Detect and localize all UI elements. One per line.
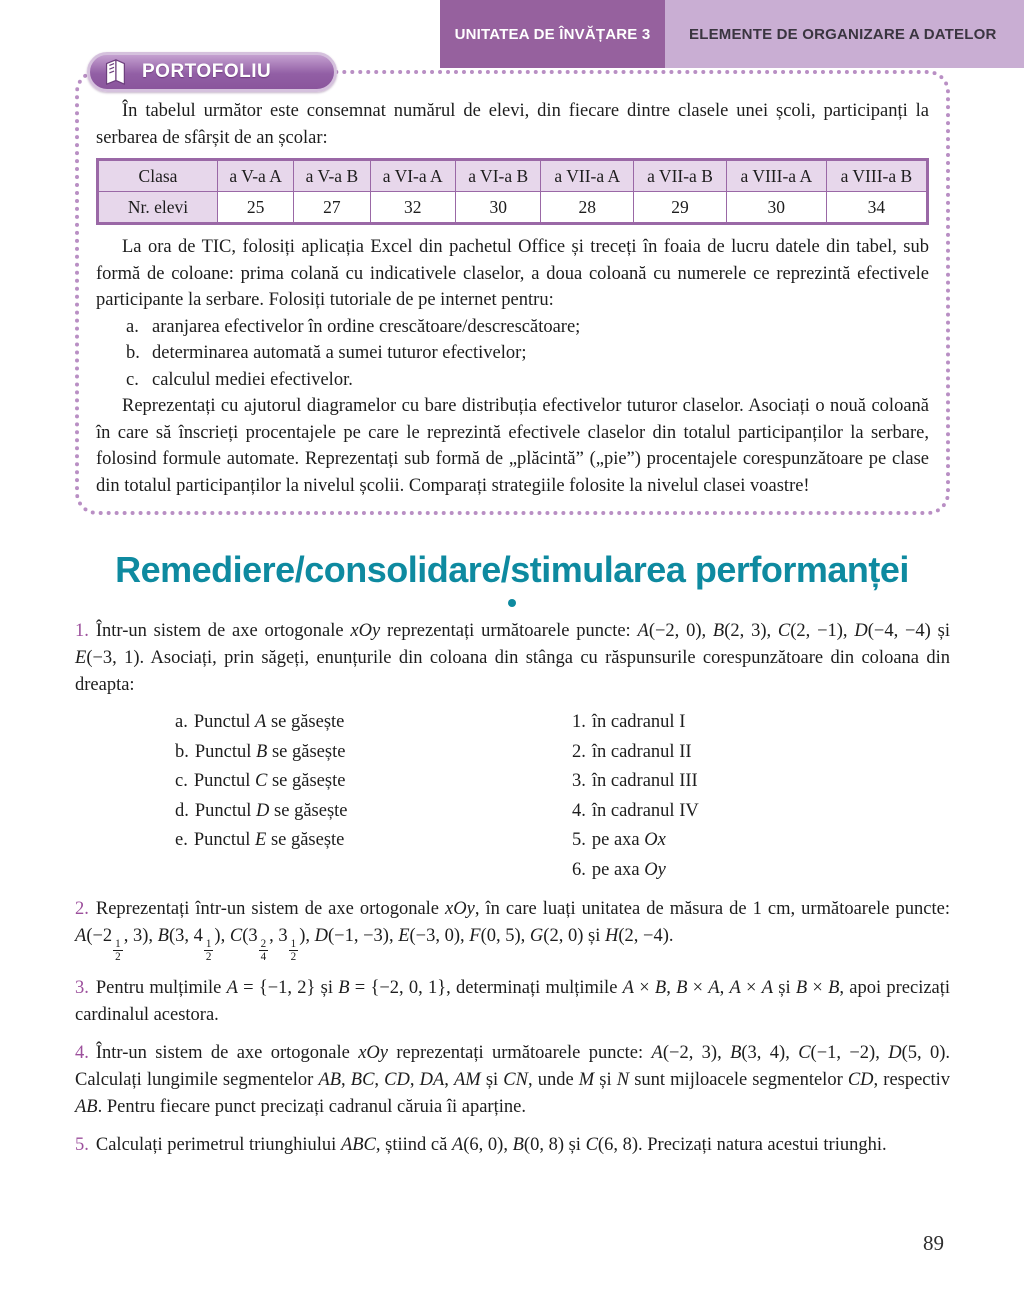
list-item-text: în cadranul II (591, 741, 692, 762)
list-item-marker: b. (126, 343, 140, 363)
table-value-cell: 27 (294, 192, 370, 224)
list-item (175, 738, 572, 768)
table-header-cell: a V-a A (218, 160, 294, 192)
unit-label: UNITATEA DE ÎNVĂȚARE 3 (454, 25, 651, 43)
list-item (126, 367, 929, 394)
portfolio-badge-label: PORTOFOLIU (142, 61, 272, 82)
exercise-number: 3. (75, 977, 89, 998)
table-value-cell: 34 (826, 192, 927, 224)
list-item-text: Punctul A se găsește (193, 712, 345, 732)
list-item-text: Punctul E se găsește (193, 830, 345, 850)
list-item-text: calculul mediei efectivelor. (152, 369, 353, 390)
exercise-number: 4. (75, 1042, 89, 1063)
list-item-text: în cadranul IV (591, 800, 699, 821)
list-item (175, 708, 572, 738)
table-header-cell: a VI-a B (455, 160, 540, 192)
list-item (572, 826, 699, 856)
list-item-marker: 2. (572, 741, 586, 762)
matching-left-column (175, 708, 572, 885)
matching-right-column (572, 708, 699, 885)
list-item (126, 314, 929, 341)
list-item-text: în cadranul I (591, 712, 686, 732)
tic-task-paragraph: La ora de TIC, folosiți aplicația Excel din pachetul Office și treceți în foaia de lucru datele din tabel, sub formă de coloane: prima colană cu indicativele claselor, a doua coloană cu numerele ce reprezintă efectivele participante la serbare. Folosiți tutoriale de pe internet pentru: (96, 237, 929, 310)
table-header-cell: a VII-a B (634, 160, 727, 192)
exercise-1 (75, 618, 950, 699)
table-header-cell: a VII-a A (541, 160, 634, 192)
unit-band (440, 0, 665, 68)
list-item-marker: 4. (572, 800, 586, 821)
table-header-cell: Clasa (98, 160, 218, 192)
list-item (572, 856, 699, 886)
list-item-marker: 5. (572, 830, 586, 850)
list-item-text: Punctul B se găsește (194, 741, 346, 762)
table-header-cell: a V-a B (294, 160, 370, 192)
portfolio-section (75, 61, 950, 515)
exercise-1-matching (175, 708, 950, 885)
table-header-cell: a VIII-a A (726, 160, 826, 192)
exercise-text: Într-un sistem de axe ortogonale xOy reprezentați următoarele puncte: A(−2, 3), B(3, 4), C(−1, −2), D(5, 0). Calculați lungimile segmentelor AB, BC, CD, DA, AM și CN, unde M și N sunt mijloacele segmentelor CD, respectiv AB. Pentru fiecare punct precizați cadranul căruia îi aparține. (75, 1042, 951, 1117)
chapter-band (665, 0, 1024, 68)
list-item-text: determinarea automată a sumei tuturor efectivelor; (152, 343, 527, 363)
list-item (126, 340, 929, 367)
exercise-number: 5. (75, 1134, 89, 1155)
table-value-cell: 28 (541, 192, 634, 224)
list-item-marker: e. (175, 830, 188, 850)
table-value-cell: 32 (370, 192, 455, 224)
list-item (175, 767, 572, 797)
list-item-text: Punctul C se găsește (193, 771, 346, 791)
exercise-text: Reprezentați într-un sistem de axe ortogonale xOy, în care luați unitatea de măsura de 1 cm, următoarele puncte: A(−2 $\frac{1}{2}$ , 3), B(3, 4 $\frac{1}{2}$ ), C(3 $\frac{2}{4}$ , 3 $\frac{1}{2}$ ), D(−1, −3), E(−3, 0), F(0, 5), G(2, 0) și H(2, −4). (75, 899, 950, 964)
list-item-marker: b. (175, 741, 189, 762)
book-icon (100, 57, 130, 87)
list-item-text: pe axa Oy (591, 859, 666, 880)
exercise-5 (75, 1132, 950, 1159)
list-item-text: aranjarea efectivelor în ordine crescătoare/descrescătoare; (152, 316, 581, 337)
exercise-list (75, 618, 950, 1159)
list-item (175, 826, 572, 856)
table-header-cell: a VIII-a B (826, 160, 927, 192)
list-item-text: Punctul D se găsește (194, 800, 348, 821)
exercise-text: Într-un sistem de axe ortogonale xOy reprezentați următoarele puncte: A(−2, 0), B(2, 3), C(2, −1), D(−4, −4) și E(−3, 1). Asociați, prin săgeți, enunțurile din coloana din stânga cu răspunsurile corespunzătoare din coloana din dreapta: (75, 621, 950, 695)
exercise-2 (75, 896, 950, 964)
list-item (572, 708, 699, 738)
list-item-marker: a. (126, 316, 139, 337)
table-header-cell: a VI-a A (370, 160, 455, 192)
list-item-marker: 1. (572, 712, 586, 732)
list-item (572, 797, 699, 827)
list-item (572, 767, 699, 797)
exercise-text: Calculați perimetrul triunghiului ABC, știind că A(6, 0), B(0, 8) și C(6, 8). Precizați natura acestui triunghi. (95, 1134, 887, 1155)
list-item-marker: a. (175, 712, 188, 732)
section-title: Remediere/consolidare/stimularea performanței (115, 549, 909, 590)
table-value-cell: 30 (455, 192, 540, 224)
list-item-marker: c. (175, 771, 188, 791)
portfolio-closing-paragraph: Reprezentați cu ajutorul diagramelor cu bare distribuția efectivelor tuturor claselor. Asociați o nouă coloană în care să înscrieți procentajele pe care le reprezintă efectivele claselor din totalul participanților la serbare, folosind formule automate. Reprezentați sub formă de „plăcintă” („pie”) procentajele corespunzătoare pe clase din totalul participanților la nivelul școlii. Comparați strategiile folosite la nivelul clasei voastre! (96, 396, 929, 496)
list-item-text: în cadranul III (591, 771, 698, 791)
list-item (572, 738, 699, 768)
portfolio-intro-paragraph: În tabelul următor este consemnat numărul de elevi, din fiecare dintre clasele unei școli, participanți la serbarea de sfârșit de an școlar: (96, 101, 929, 148)
list-item-marker: 3. (572, 771, 586, 791)
list-item-marker: d. (175, 800, 189, 821)
list-item-text: pe axa Ox (591, 830, 666, 850)
list-item (175, 797, 572, 827)
page-number: 89 (923, 1231, 944, 1255)
exercise-text: Pentru mulțimile A = {−1, 2} și B = {−2, 0, 1}, determinați mulțimile A × B, B × A, A × A și B × B, apoi precizați cardinalul acestora. (75, 977, 951, 1025)
exercise-number: 1. (75, 621, 89, 641)
list-item-marker: 6. (572, 859, 586, 880)
exercise-3 (75, 975, 950, 1029)
students-table (96, 158, 929, 225)
list-item-marker: c. (126, 369, 139, 390)
table-row-label: Nr. elevi (98, 192, 218, 224)
chapter-label: ELEMENTE DE ORGANIZARE A DATELOR (689, 25, 997, 43)
exercise-number: 2. (75, 899, 89, 919)
table-value-cell: 30 (726, 192, 826, 224)
table-value-cell: 25 (218, 192, 294, 224)
portfolio-badge (87, 52, 337, 92)
table-value-cell: 29 (634, 192, 727, 224)
tic-task-list (126, 314, 929, 394)
students-table-data-row (98, 192, 928, 224)
exercise-4 (75, 1040, 950, 1121)
section-dot-decoration (508, 599, 516, 607)
students-table-header-row (98, 160, 928, 192)
